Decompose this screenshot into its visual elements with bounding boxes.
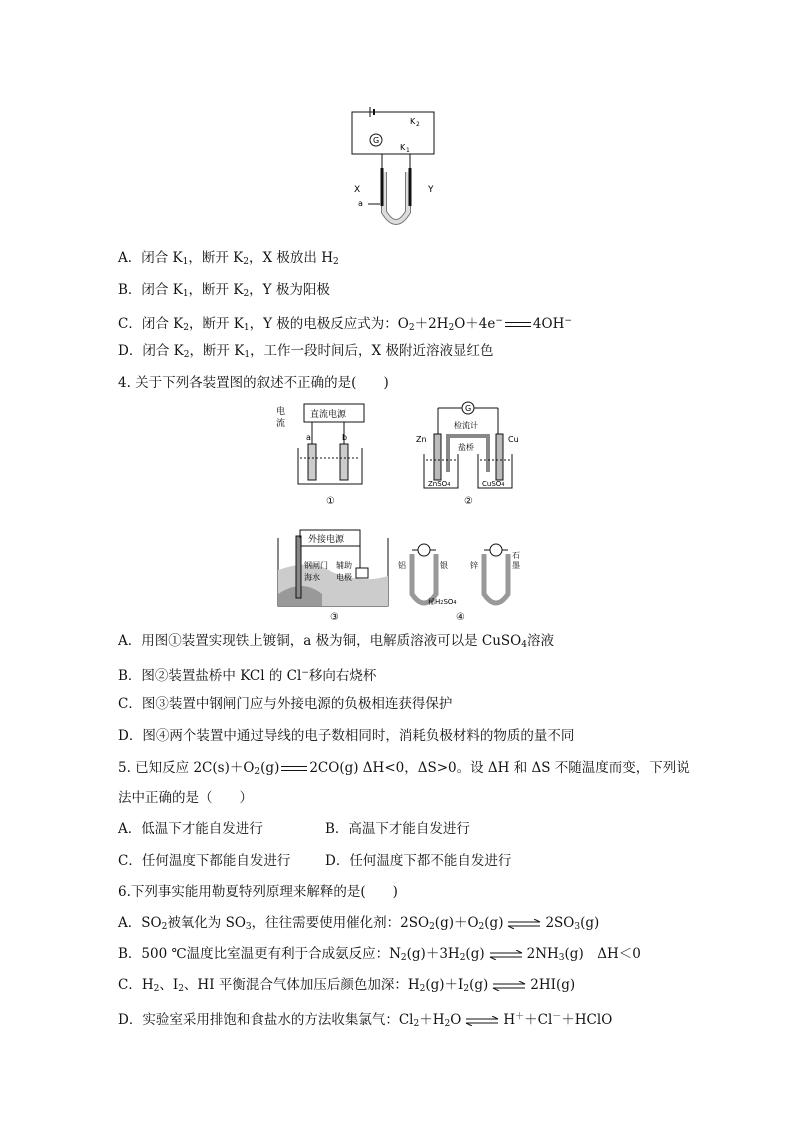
- q5-stem: 5. 已知反应 $2C(s)+O_2(g)$ 2CO(g) ΔH<0，ΔS>0。设 ΔH 和 ΔS 不随温度而变，下列说: [118, 760, 690, 777]
- svg-text:Zn: Zn: [416, 435, 427, 444]
- svg-text:G: G: [373, 136, 380, 145]
- svg-text:④: ④: [456, 612, 465, 623]
- svg-text:海水: 海水: [304, 573, 320, 582]
- q6-option-b: B．500 ℃温度比室温更有利于合成氨反应：$N_2(g)+3H_2(g)$ $2NH_3(g)$ ΔH＜0: [118, 946, 641, 963]
- q4-option-a: A．用图①装置实现铁上镀铜，a 极为铜，电解质溶液可以是 CuSO$_4$溶液: [118, 633, 554, 650]
- q6-option-d: D．实验室采用排饱和食盐水的方法收集氯气：$Cl_2+H_2O$ H＋＋Cl－＋HClO: [118, 1012, 613, 1029]
- equals-sign-icon: [281, 766, 307, 772]
- svg-text:b: b: [342, 433, 348, 442]
- svg-text:石: 石: [512, 551, 520, 560]
- q4-option-b: B．图②装置盐桥中 KCl 的 Cl−移向右烧杯: [118, 668, 377, 684]
- svg-text:ZnSO4: ZnSO4: [428, 480, 451, 488]
- svg-text:稀H2SO4: 稀H2SO4: [428, 598, 457, 606]
- svg-text:钢闸门: 钢闸门: [304, 561, 328, 570]
- reversible-arrow-icon: [464, 1016, 500, 1026]
- figure-4-diagrams: [272, 398, 532, 624]
- svg-text:1: 1: [406, 147, 410, 154]
- svg-text:CuSO4: CuSO4: [482, 480, 505, 488]
- svg-text:K: K: [400, 143, 406, 152]
- svg-text:Cu: Cu: [508, 435, 519, 444]
- svg-text:K: K: [410, 117, 416, 126]
- figure-1-u-tube-circuit: [340, 104, 450, 236]
- svg-text:①: ①: [326, 496, 335, 507]
- svg-text:电: 电: [276, 407, 286, 417]
- svg-text:G: G: [465, 404, 472, 413]
- q4-option-d: D．图④两个装置中通过导线的电子数相同时，消耗负极材料的物质的量不同: [118, 728, 575, 744]
- svg-text:流: 流: [276, 419, 286, 429]
- svg-text:墨: 墨: [512, 561, 520, 570]
- q4-stem: 4. 关于下列各装置图的叙述不正确的是( ): [118, 375, 389, 391]
- svg-text:盐桥: 盐桥: [458, 443, 474, 452]
- svg-text:a: a: [306, 433, 311, 442]
- q6-stem: 6.下列事实能用勒夏特列原理来解释的是( ): [118, 884, 398, 900]
- q3-option-a: A．闭合 $K_1$，断开 $K_2$，X 极放出 $H_2$: [118, 250, 339, 267]
- svg-text:辅助: 辅助: [336, 561, 352, 570]
- svg-text:电极: 电极: [336, 573, 352, 582]
- svg-text:银: 银: [440, 561, 448, 570]
- q5-option-d: D．任何温度下都不能自发进行: [325, 853, 512, 869]
- equals-sign-icon: [505, 322, 531, 328]
- reversible-arrow-icon: [488, 950, 524, 960]
- svg-text:2: 2: [416, 121, 420, 128]
- svg-text:Y: Y: [428, 185, 434, 195]
- q3-option-d: D．闭合 $K_2$，断开 $K_1$，工作一段时间后，X 极附近溶液显红色: [118, 343, 494, 360]
- q3-option-c: C．闭合 $K_2$，断开 $K_1$，Y 极的电极反应式为：$O_2+2H_2O+4e^-$ 4OH−: [118, 316, 572, 333]
- reversible-arrow-icon: [506, 919, 542, 929]
- svg-text:锌: 锌: [470, 561, 478, 570]
- q5-option-c: C．任何温度下都能自发进行: [118, 853, 291, 869]
- svg-text:X: X: [354, 185, 361, 195]
- q3-option-b: B．闭合 $K_1$，断开 $K_2$，Y 极为阳极: [118, 282, 330, 299]
- q5-option-b: B．高温下才能自发进行: [325, 821, 470, 837]
- svg-text:直流电源: 直流电源: [310, 410, 347, 420]
- q6-option-c: C．$H_2$、$I_2$、HI 平衡混合气体加压后颜色加深：$H_2(g)+I_2(g)$ 2HI(g): [118, 977, 576, 994]
- q5-option-a: A．低温下才能自发进行: [118, 821, 263, 837]
- svg-text:②: ②: [464, 496, 473, 507]
- q4-option-c: C．图③装置中钢闸门应与外接电源的负极相连获得保护: [118, 696, 453, 712]
- svg-text:外接电源: 外接电源: [308, 535, 345, 545]
- reversible-arrow-icon: [491, 981, 527, 991]
- q5-stem-line2: 法中正确的是（ ）: [118, 790, 253, 806]
- svg-text:检流计: 检流计: [454, 421, 478, 430]
- svg-text:a: a: [358, 199, 363, 208]
- svg-text:铝: 铝: [398, 561, 406, 570]
- q6-option-a: A．$SO_2$被氧化为 $SO_3$，往往需要使用催化剂：$2SO_2(g)+O_2(g)$ $2SO_3(g)$: [118, 915, 600, 932]
- svg-text:③: ③: [330, 612, 339, 623]
